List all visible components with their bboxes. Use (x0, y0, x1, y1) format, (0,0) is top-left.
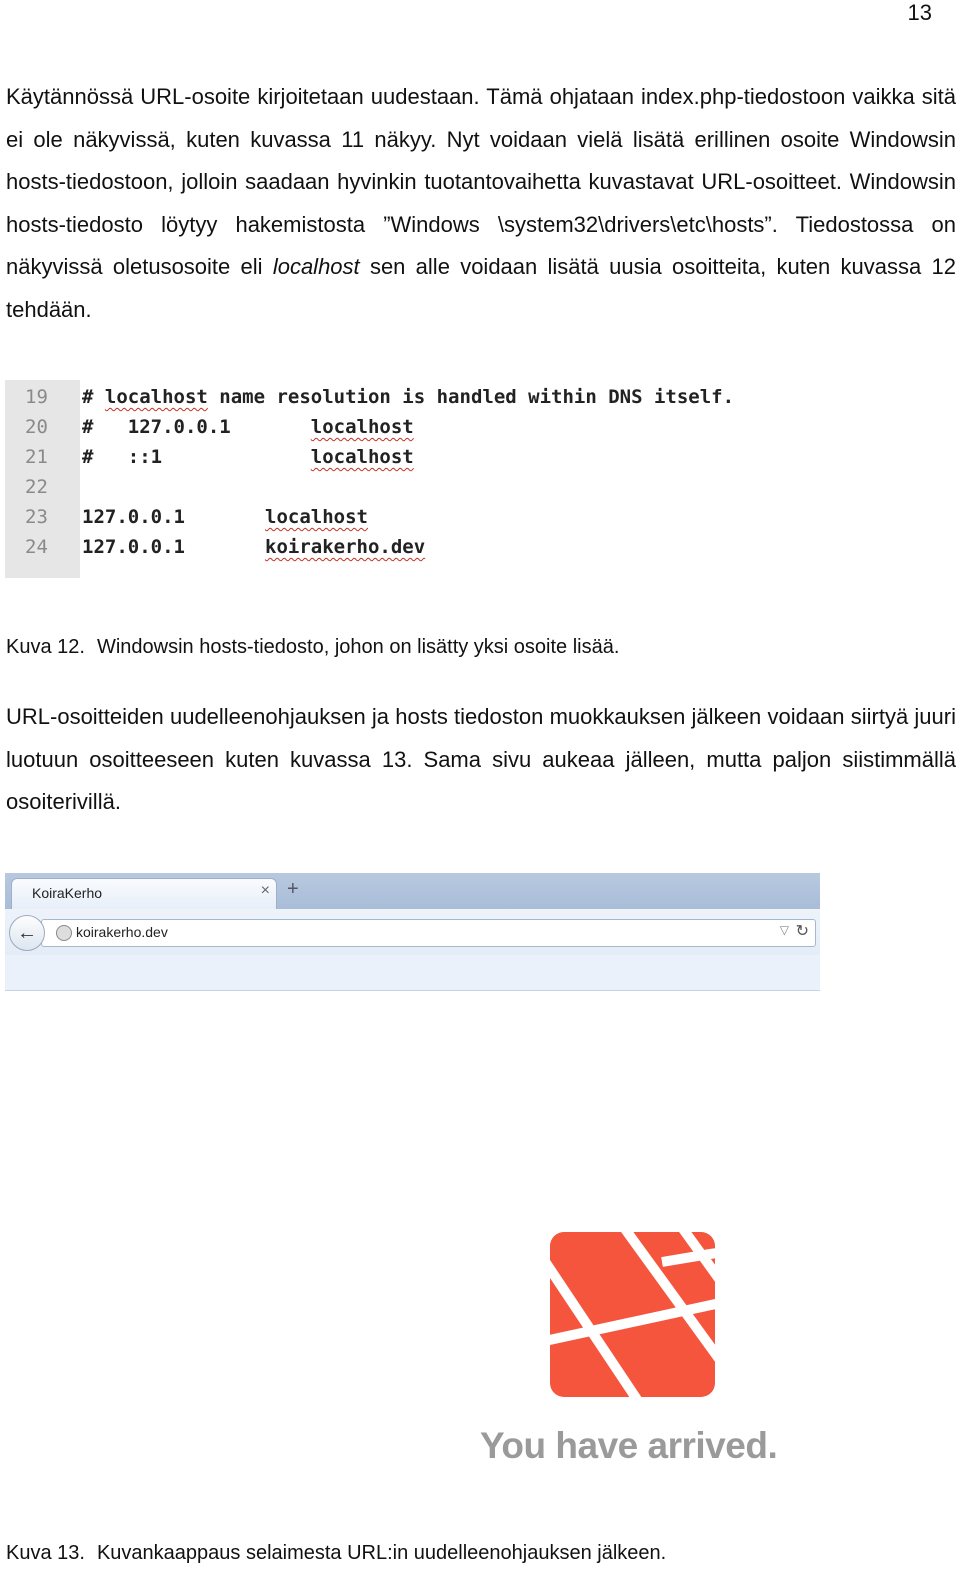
localhost-term: localhost (272, 254, 360, 279)
figure-12-caption (6, 636, 619, 659)
code-text (82, 442, 414, 472)
paragraph-text: Käytännössä URL-osoite kirjoitetaan uudestaan. Tämä ohjataan index.php-tiedostoon vaikka sitä ei ole näkyvissä, kuten kuvassa 11 näkyy. Nyt voidaan vielä lisätä erillinen osoite Windowsin hosts-tiedostoon, jolloin saadaan hyvinkin tuotantovaihetta kuvastavat URL-osoitteet. Windowsin hosts-tiedosto löytyy hakemistosta ”Windows \system32\drivers\etc\hosts”. Tiedostossa on näkyvissä oletusosoite eli (6, 84, 956, 279)
code-text (82, 382, 734, 412)
hosts-file-listing (5, 380, 855, 578)
code-token: name resolution is handled within DNS itself. (207, 386, 735, 408)
code-text (82, 502, 368, 532)
tab-bar (5, 873, 820, 909)
caption-text: Windowsin hosts-tiedosto, johon on lisätty yksi osoite lisää. (96, 636, 620, 658)
line-number: 24 (25, 536, 48, 558)
line-number: 19 (25, 386, 48, 408)
line-number: 23 (25, 506, 48, 528)
close-icon[interactable]: × (260, 882, 270, 899)
line-number: 20 (25, 416, 48, 438)
paragraph-text-end: sen alle voidaan lisätä uusia osoitteita, kuten kuvassa 12 tehdään. (6, 254, 956, 322)
navigation-bar (5, 909, 820, 955)
paragraph-hosts-intro (6, 76, 956, 331)
hostname-token: localhost (310, 446, 414, 468)
page-number: 13 (907, 0, 932, 25)
line-number: 22 (25, 476, 48, 498)
code-text (82, 412, 414, 442)
code-token: # ::1 (82, 446, 311, 468)
dropdown-icon[interactable]: ▽ (779, 923, 789, 937)
address-bar[interactable] (41, 919, 816, 947)
figure-13-caption (6, 1542, 666, 1565)
paragraph-redirect: URL-osoitteiden uudelleenohjauksen ja hosts tiedoston muokkauksen jälkeen voidaan siirtyä juuri luotuun osoitteeseen kuten kuvassa 13. Sama sivu aukeaa jälleen, mutta paljon siistimmällä osoiterivillä. (6, 704, 956, 814)
hostname-token: localhost (104, 386, 208, 408)
code-token: # 127.0.0.1 (82, 416, 311, 438)
caption-label: Kuva 13. (6, 1542, 85, 1564)
back-button[interactable]: ← (9, 915, 45, 951)
url-text: koirakerho.dev (76, 924, 168, 940)
browser-tab[interactable] (11, 878, 277, 910)
globe-icon (56, 925, 72, 941)
laravel-logo (550, 1232, 715, 1397)
line-number: 21 (25, 446, 48, 468)
caption-label: Kuva 12. (6, 636, 85, 658)
caption-text: Kuvankaappaus selaimesta URL:in uudelleenohjauksen jälkeen. (96, 1542, 667, 1564)
reload-icon[interactable]: ↻ (795, 923, 809, 940)
browser-screenshot (5, 873, 820, 991)
new-tab-icon[interactable]: + (287, 878, 299, 900)
code-token: # (82, 386, 105, 408)
code-text (82, 532, 425, 562)
hostname-token: localhost (310, 416, 414, 438)
hostname-token: koirakerho.dev (265, 536, 426, 558)
code-token: 127.0.0.1 (82, 536, 266, 558)
code-token: 127.0.0.1 (82, 506, 266, 528)
tab-title: KoiraKerho (32, 885, 103, 901)
arrived-heading: You have arrived. (480, 1425, 778, 1466)
hostname-token: localhost (265, 506, 368, 528)
